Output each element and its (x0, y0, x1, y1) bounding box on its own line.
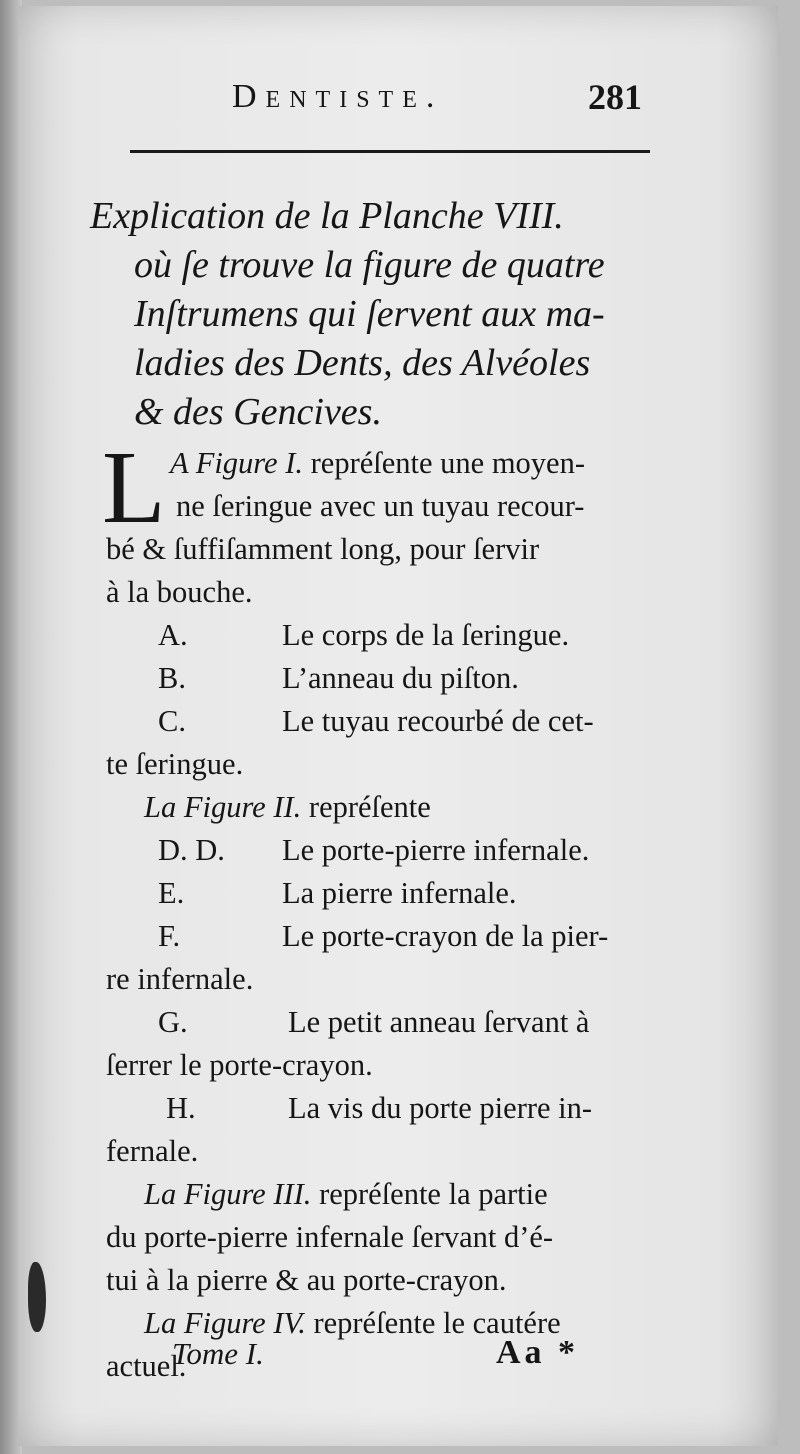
legend-text: La pierre infernale. (282, 876, 517, 910)
legend-item (106, 700, 666, 743)
volume-label: Tome I. (172, 1336, 264, 1371)
legend-text: L’anneau du piſton. (282, 661, 519, 695)
signature-mark: Aa * (496, 1334, 580, 1371)
text-fragment: repréſente une moyen- (303, 446, 585, 480)
text-fragment: repréſente la partie (311, 1177, 548, 1211)
legend-label: B. (158, 661, 186, 695)
legend-item (106, 1087, 666, 1130)
legend-item (106, 657, 666, 700)
legend-label: G. (158, 1005, 188, 1039)
legend-item (106, 829, 666, 872)
header-rule (130, 150, 650, 153)
title-line: Inſtrumens qui ſervent aux ma- (134, 293, 605, 335)
title-line: où ſe trouve la figure de quatre (134, 244, 605, 286)
legend-label: F. (158, 919, 181, 953)
figure-ref: La Figure II. (144, 790, 302, 824)
text-line: tui à la pierre & au porte-crayon. (106, 1263, 507, 1297)
legend-text: Le porte-pierre infernale. (282, 833, 590, 867)
text-line: ne ſeringue avec un tuyau recour- (176, 489, 585, 523)
text-line: du porte-pierre infernale ſervant d’é- (106, 1220, 554, 1254)
title-line: Explication de la Planche VIII. (90, 195, 564, 237)
text-fragment: repréſente le cautére (305, 1306, 561, 1340)
text-line: ſerrer le porte-crayon. (106, 1048, 373, 1082)
legend-item (106, 915, 666, 958)
page-number: 281 (588, 77, 642, 117)
body-text (106, 442, 666, 1388)
running-head: Dentiste. (232, 78, 444, 115)
legend-item (106, 1001, 666, 1044)
legend-label: C. (158, 704, 186, 738)
legend-text: La vis du porte pierre in- (288, 1091, 593, 1125)
figure-ref: A Figure I. (170, 446, 303, 480)
figure-ref: La Figure IV. (144, 1306, 306, 1340)
figure-ref: La Figure III. (144, 1177, 312, 1211)
legend-label: E. (158, 876, 185, 910)
title-line: ladies des Dents, des Alvéoles (134, 342, 591, 384)
legend-text: Le corps de la ſeringue. (282, 618, 570, 652)
drop-cap: L (102, 430, 166, 545)
legend-label: A. (158, 618, 188, 652)
legend-label: H. (166, 1091, 196, 1125)
legend-item (106, 872, 666, 915)
legend-text: Le petit anneau ſervant à (288, 1005, 590, 1039)
text-line: re infernale. (106, 962, 254, 996)
title-line: & des Gencives. (134, 391, 382, 433)
text-line (106, 442, 666, 485)
text-line (106, 1173, 666, 1216)
text-line (106, 786, 666, 829)
text-line: à la bouche. (106, 575, 253, 609)
text-line: fernale. (106, 1134, 199, 1168)
legend-label: D. D. (158, 833, 225, 867)
legend-text: Le tuyau recourbé de cet- (282, 704, 594, 738)
section-title (90, 192, 670, 437)
page-footer (172, 1336, 632, 1386)
text-line: actuel. (106, 1349, 187, 1383)
legend-item (106, 614, 666, 657)
text-fragment: repréſente (301, 790, 431, 824)
text-line: te ſeringue. (106, 747, 244, 781)
text-line: bé & ſuffiſamment long, pour ſervir (106, 532, 540, 566)
legend-text: Le porte-crayon de la pier- (282, 919, 609, 953)
